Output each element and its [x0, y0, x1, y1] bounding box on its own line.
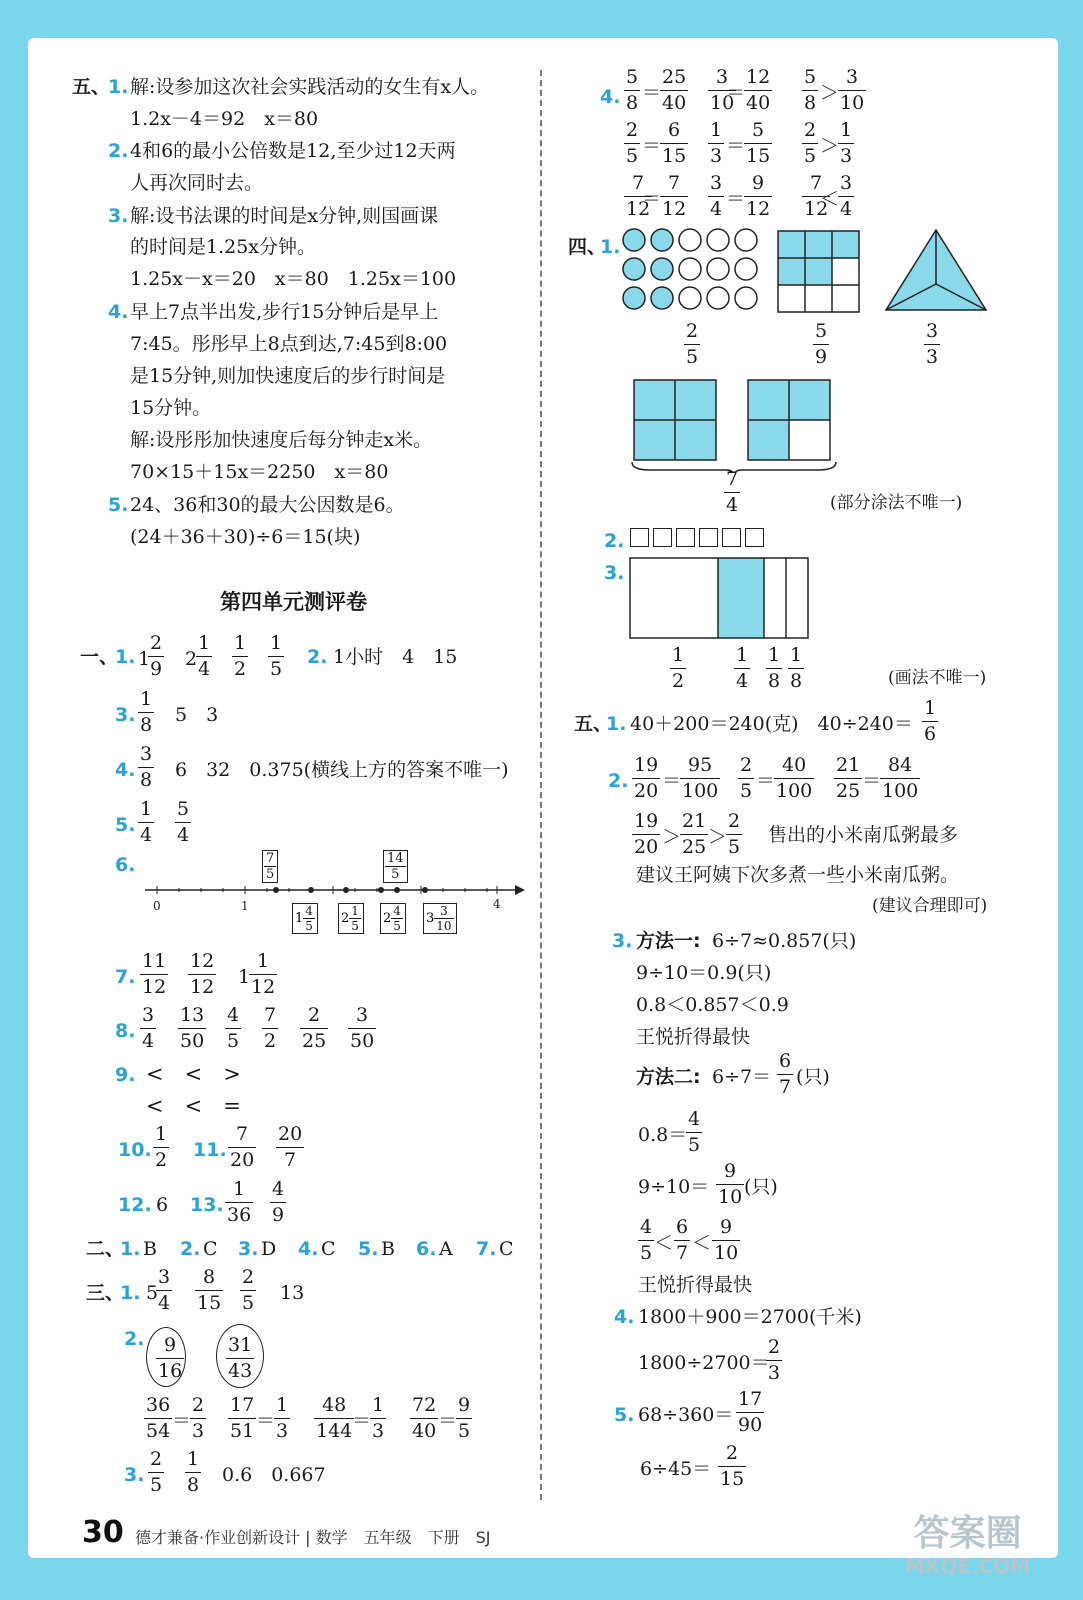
- answer-line: 1800÷2700＝: [638, 1352, 770, 1374]
- fraction: 1 8: [140, 688, 153, 736]
- fraction: 7 20: [230, 1123, 255, 1171]
- fraction: 2 15: [720, 1442, 745, 1490]
- fraction: 19 20: [634, 810, 659, 858]
- comparison-sign: ＞: [820, 135, 840, 157]
- comparison-sign: ＝: [642, 135, 662, 157]
- question-number: 5.: [108, 494, 129, 516]
- question-number: 5.: [115, 814, 136, 836]
- tick-label: 0: [153, 899, 161, 913]
- circle: [707, 229, 729, 251]
- footer-text: 德才兼备·作业创新设计 | 数学 五年级 下册 SJ: [135, 1528, 491, 1547]
- choice-answer: B: [143, 1238, 157, 1260]
- question-number: 3.: [124, 1464, 145, 1486]
- fraction: 5 15: [746, 119, 771, 167]
- fraction: 9 12: [746, 172, 771, 220]
- fraction: 1 3: [276, 1394, 289, 1442]
- shaded-cell: [805, 231, 832, 258]
- shaded-cell: [832, 231, 859, 258]
- fraction: 2 25: [302, 1004, 327, 1052]
- circle: [735, 287, 757, 309]
- fraction: 95 100: [682, 754, 719, 802]
- section-label: 五、: [72, 76, 111, 98]
- page-number: 30: [82, 1515, 124, 1550]
- fraction: 2 5: [728, 810, 741, 858]
- answer-line: 70×15＋15x＝2250 x＝80: [130, 461, 389, 483]
- shaded-cell: [805, 258, 832, 285]
- fraction: 7 12: [804, 172, 829, 220]
- answer-line: 王悦折得最快: [636, 1026, 751, 1048]
- question-number: 6.: [115, 854, 136, 876]
- fraction: 3 4: [158, 1266, 171, 1314]
- answer-line: 6÷7＝: [712, 1066, 772, 1088]
- fraction: 3 10: [710, 66, 735, 114]
- boxed-fraction: 7 5: [262, 850, 278, 883]
- section-label: 一、: [80, 646, 119, 668]
- answer-line: 1800＋900＝2700(千米): [638, 1306, 862, 1328]
- fraction: 1 3: [710, 119, 723, 167]
- boxed-mixed-number: 2 1 5: [338, 903, 364, 934]
- method-label: 方法一:: [636, 930, 701, 952]
- comparison-sign: ＞: [820, 82, 840, 104]
- shaded-circle: [623, 229, 645, 251]
- column-divider: [540, 70, 542, 1500]
- shaded-cell: [778, 231, 805, 258]
- circle: [679, 287, 701, 309]
- circle: [735, 258, 757, 280]
- fraction: 9 10: [718, 1160, 743, 1208]
- question-number: 7.: [115, 966, 136, 988]
- note-text: (画法不唯一): [888, 668, 987, 688]
- fraction: 17 51: [230, 1394, 255, 1442]
- watermark-logo: [905, 1505, 1030, 1578]
- fraction: 2 5: [150, 1448, 163, 1496]
- answer-line: < < =: [146, 1094, 241, 1118]
- answer-line: 15分钟。: [130, 397, 212, 419]
- fraction: 2 3: [768, 1336, 781, 1384]
- number-line: [135, 845, 535, 945]
- question-number: 3.: [115, 704, 136, 726]
- whole-number: 5: [146, 1282, 159, 1304]
- fraction: 13 50: [180, 1004, 205, 1052]
- question-number: 1.: [606, 713, 627, 735]
- answer-line: 68÷360＝: [638, 1404, 734, 1426]
- fraction: 3 4: [840, 172, 853, 220]
- question-number: 4.: [298, 1238, 319, 1260]
- answer-line: 人再次同时去。: [130, 172, 264, 194]
- fraction: 1 4: [198, 632, 211, 680]
- less-sign: ＜: [654, 1232, 674, 1254]
- fraction: 12 12: [190, 950, 215, 998]
- fraction: 25 40: [662, 66, 687, 114]
- answer-line: 解:设彤彤加快速度后每分钟走x米。: [130, 429, 433, 451]
- answer-line: 建议王阿姨下次多煮一些小米南瓜粥。: [636, 864, 960, 886]
- fraction: 7 4: [726, 468, 739, 516]
- question-number: 4.: [115, 759, 136, 781]
- answer-line: 的时间是1.25x分钟。: [130, 236, 317, 258]
- fraction: 3 3: [926, 320, 939, 368]
- section-label: 三、: [86, 1282, 125, 1304]
- answer-line: < < >: [146, 1062, 241, 1086]
- fraction: 2 5: [686, 320, 699, 368]
- fraction: 40 100: [776, 754, 813, 802]
- equals-sign: ＝: [862, 770, 882, 792]
- question-number: 2.: [608, 770, 629, 792]
- fraction: 11 12: [142, 950, 167, 998]
- whole-number: 1: [238, 966, 251, 988]
- fraction: 1 3: [372, 1394, 385, 1442]
- circle: [735, 229, 757, 251]
- question-number: 3.: [604, 562, 625, 584]
- fraction: 7 12: [662, 172, 687, 220]
- shaded-circle: [623, 287, 645, 309]
- fraction: 1 2: [234, 632, 247, 680]
- answer-line: 售出的小米南瓜粥最多: [768, 824, 959, 846]
- squares-row: [630, 528, 764, 547]
- tick-label: 1: [241, 899, 249, 913]
- fraction: 3 4: [142, 1004, 155, 1052]
- fraction: 1 3: [840, 119, 853, 167]
- question-number: 2.: [108, 140, 129, 162]
- answer-line: 9÷10＝0.9(只): [636, 962, 772, 984]
- fraction: 21 25: [682, 810, 707, 858]
- fraction: 4 5: [688, 1108, 701, 1156]
- question-number: 1.: [108, 76, 129, 98]
- answer-line: 是15分钟,则加快速度后的步行时间是: [130, 365, 446, 387]
- answer-line: 1.2x－4＝92 x＝80: [130, 108, 319, 130]
- equals-sign: ＝: [438, 1410, 458, 1432]
- fraction: 2 5: [740, 754, 753, 802]
- answer-line: 解:设参加这次社会实践活动的女生有x人。: [130, 76, 490, 98]
- fraction: 4 5: [640, 1216, 653, 1264]
- fraction: 6 7: [676, 1216, 689, 1264]
- question-number: 12.: [118, 1194, 152, 1216]
- choice-answer: A: [439, 1238, 453, 1260]
- answer-line: 0.8＝: [638, 1124, 688, 1146]
- circle: [707, 287, 729, 309]
- question-number: 9.: [115, 1064, 136, 1086]
- fraction: 7 12: [626, 172, 651, 220]
- strip-diagram: [628, 556, 812, 640]
- fraction: 9 5: [458, 1394, 471, 1442]
- fraction: 36 54: [146, 1394, 171, 1442]
- section-label: 四、: [568, 236, 607, 258]
- answer-line: 6÷7≈0.857(只): [712, 930, 857, 952]
- question-number: 2.: [307, 646, 328, 668]
- fraction: 5 8: [804, 66, 817, 114]
- fraction: 1 8: [187, 1448, 200, 1496]
- comparison-sign: ＝: [642, 188, 662, 210]
- note-text: (建议合理即可): [872, 896, 988, 916]
- choice-answer: B: [381, 1238, 395, 1260]
- question-number: 13.: [190, 1194, 224, 1216]
- fraction: 6 15: [662, 119, 687, 167]
- comparison-sign: ＝: [726, 82, 746, 104]
- choice-answer: C: [499, 1238, 514, 1260]
- question-number: 5.: [358, 1238, 379, 1260]
- question-number: 1.: [120, 1282, 141, 1304]
- fraction: 1 4: [140, 798, 153, 846]
- fraction: 1 5: [270, 632, 283, 680]
- question-number: 1.: [120, 1238, 141, 1260]
- shaded-circle: [651, 287, 673, 309]
- answer-line: 早上7点半出发,步行15分钟后是早上: [130, 301, 439, 323]
- answer-line: 5 3: [175, 704, 219, 726]
- boxed-mixed-number: 1 4 5: [292, 903, 318, 934]
- equals-sign: ＝: [662, 770, 682, 792]
- question-number: 2.: [180, 1238, 201, 1260]
- equals-sign: ＝: [756, 770, 776, 792]
- question-number: 2.: [124, 1328, 145, 1350]
- question-number: 7.: [476, 1238, 497, 1260]
- question-number: 10.: [118, 1139, 152, 1161]
- answer-line: 24、36和30的最大公因数是6。: [130, 494, 405, 516]
- fraction: 9 16: [158, 1334, 183, 1382]
- boxed-mixed-number: 3 3 10: [423, 903, 457, 934]
- fraction: 3 10: [840, 66, 865, 114]
- shaded-cell: [778, 258, 805, 285]
- question-number: 2.: [604, 530, 625, 552]
- answer-line: 1小时 4 15: [333, 646, 458, 668]
- question-number: 1.: [600, 236, 621, 258]
- fraction: 1 6: [924, 697, 937, 745]
- whole-number: 2: [185, 648, 198, 670]
- fraction: 1 8: [768, 644, 781, 692]
- answer-line: 6÷45＝: [640, 1458, 712, 1480]
- fraction: 84 100: [882, 754, 919, 802]
- fraction: 72 40: [412, 1394, 437, 1442]
- fraction: 4 9: [272, 1178, 285, 1226]
- fraction: 5 4: [177, 798, 190, 846]
- fraction: 3 50: [350, 1004, 375, 1052]
- fraction: 1 2: [672, 644, 685, 692]
- boxed-fraction: 14 5: [383, 850, 408, 883]
- watermark-url: MXQE.COM: [905, 1554, 1031, 1578]
- unit-title: 第四单元测评卷: [220, 590, 367, 614]
- answer-line: 7:45。彤彤早上8点到达,7:45到8:00: [130, 333, 448, 355]
- circle: [679, 229, 701, 251]
- grid-diagram: [775, 228, 865, 314]
- choice-answer: D: [261, 1238, 277, 1260]
- question-number: 5.: [614, 1404, 635, 1426]
- fraction: 8 15: [197, 1266, 222, 1314]
- comparison-sign: ＝: [726, 188, 746, 210]
- equals-sign: ＝: [172, 1410, 192, 1432]
- fraction: 5 9: [815, 320, 828, 368]
- greater-sign: ＞: [662, 826, 682, 848]
- question-number: 11.: [193, 1139, 227, 1161]
- circle: [707, 258, 729, 280]
- fraction: 2 5: [242, 1266, 255, 1314]
- fraction: 6 7: [779, 1050, 792, 1098]
- note-text: (部分涂法不唯一): [830, 493, 963, 513]
- fraction: 3 8: [140, 743, 153, 791]
- section-label: 五、: [574, 713, 613, 735]
- fraction: 2 5: [804, 119, 817, 167]
- fraction: 12 40: [746, 66, 771, 114]
- triangle-diagram: [880, 226, 992, 314]
- method-label: 方法二:: [636, 1066, 701, 1088]
- fraction: 19 20: [634, 754, 659, 802]
- answer-line: (24＋36＋30)÷6＝15(块): [130, 526, 361, 548]
- circle: [679, 258, 701, 280]
- answer-line: 6: [156, 1194, 169, 1216]
- choice-answer: C: [203, 1238, 218, 1260]
- answer-line: 0.6 0.667: [222, 1464, 326, 1486]
- fraction: 5 8: [626, 66, 639, 114]
- question-number: 4.: [614, 1306, 635, 1328]
- answer-line: 4和6的最小公倍数是12,至少过12天两: [130, 140, 456, 162]
- choice-answer: C: [321, 1238, 336, 1260]
- answer-line: 王悦折得最快: [638, 1274, 753, 1296]
- fraction: 1 4: [736, 644, 749, 692]
- fraction: 1 12: [251, 950, 276, 998]
- circles-diagram: [622, 226, 762, 314]
- shaded-circle: [623, 258, 645, 280]
- equals-sign: ＝: [352, 1410, 372, 1432]
- question-number: 4.: [600, 86, 621, 108]
- answer-line: 13: [280, 1282, 305, 1304]
- fraction: 20 7: [278, 1123, 303, 1171]
- fraction: 17 90: [738, 1388, 763, 1436]
- fraction: 1 2: [155, 1123, 168, 1171]
- question-number: 6.: [416, 1238, 437, 1260]
- fraction: 31 43: [228, 1334, 253, 1382]
- axis-arrow: [515, 885, 525, 895]
- fraction: 4 5: [227, 1004, 240, 1052]
- fraction: 1 8: [790, 644, 803, 692]
- answer-line: 解:设书法课的时间是x分钟,则国画课: [130, 205, 439, 227]
- tick-label: 4: [493, 897, 501, 911]
- question-number: 3.: [612, 930, 633, 952]
- question-number: 4.: [108, 301, 129, 323]
- comparison-sign: ＜: [820, 188, 840, 210]
- shaded-circle: [651, 229, 673, 251]
- greater-sign: ＞: [708, 826, 728, 848]
- unit-text: (只): [744, 1176, 778, 1198]
- boxed-mixed-number: 2 4 5: [380, 903, 406, 934]
- watermark-text: 答案圈: [913, 1513, 1022, 1554]
- question-number: 3.: [108, 205, 129, 227]
- fraction: 9 10: [714, 1216, 739, 1264]
- question-number: 1.: [115, 646, 136, 668]
- answer-line: 1.25x－x＝20 x＝80 1.25x＝100: [130, 268, 457, 290]
- answer-line: 40＋200＝240(克) 40÷240＝: [630, 713, 913, 735]
- less-sign: ＜: [692, 1232, 712, 1254]
- answer-line: 6 32 0.375(横线上方的答案不唯一): [175, 759, 509, 781]
- question-number: 8.: [115, 1020, 136, 1042]
- fraction: 3 4: [710, 172, 723, 220]
- fraction: 2 3: [192, 1394, 205, 1442]
- fraction: 1 36: [227, 1178, 252, 1226]
- question-number: 3.: [238, 1238, 259, 1260]
- fraction: 2 9: [150, 632, 163, 680]
- comparison-sign: ＝: [726, 135, 746, 157]
- fraction: 7 2: [264, 1004, 277, 1052]
- comparison-sign: ＝: [642, 82, 662, 104]
- fraction: 2 5: [626, 119, 639, 167]
- section-label: 二、: [86, 1238, 125, 1260]
- squares-diagram: [630, 376, 842, 472]
- equals-sign: ＝: [256, 1410, 276, 1432]
- whole-number: 1: [138, 648, 151, 670]
- shaded-circle: [651, 258, 673, 280]
- answer-line: 0.8＜0.857＜0.9: [636, 994, 789, 1016]
- fraction: 48 144: [316, 1394, 353, 1442]
- answer-line: 9÷10＝: [638, 1176, 710, 1198]
- fraction: 21 25: [836, 754, 861, 802]
- unit-text: (只): [796, 1066, 830, 1088]
